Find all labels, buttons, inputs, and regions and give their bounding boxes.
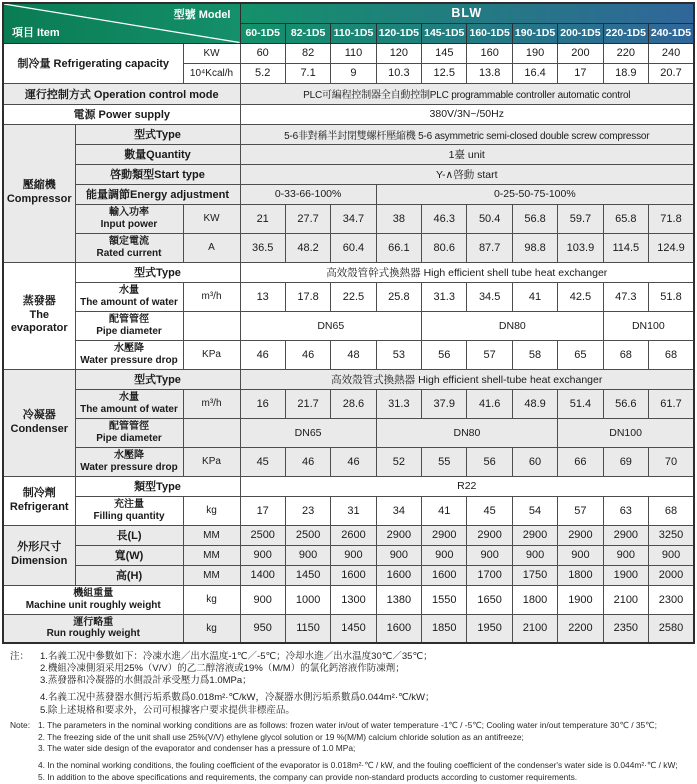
unit-weight-label-en: Machine unit roughly weight [25,599,161,611]
run-weight-value: 1450 [331,614,376,643]
unit-weight-label [3,585,183,614]
row-evaporator-type [3,262,694,282]
evaporator-water-label [75,282,183,311]
unit-weight-value: 1300 [331,585,376,614]
row-rated-current [3,233,694,262]
filling-quantity-value: 63 [603,496,648,525]
input-power-value: 50.4 [467,204,512,233]
width-value: 900 [558,545,603,565]
condenser-water-value: 56.6 [603,389,648,418]
condenser-type-label: 型式Type [75,369,240,389]
unit-weight-value: 2300 [649,585,694,614]
run-weight-value: 1600 [376,614,421,643]
rated-current-value: 87.7 [467,233,512,262]
unit-weight-value: 1800 [512,585,557,614]
height-value: 1750 [512,565,557,585]
rated-current-value: 98.8 [512,233,557,262]
row-compressor-start-type [3,164,694,184]
input-power-value: 38 [376,204,421,233]
evaporator-drop-value: 58 [512,340,557,369]
condenser-drop-value: 69 [603,447,648,476]
evaporator-type-label: 型式Type [75,262,240,282]
length-value: 2500 [240,525,285,545]
refrigerant-type-value: R22 [240,476,694,496]
note-line-zh: 5.除上述規格和要求外，公司可根據客户要求提供非標産品。 [40,704,295,716]
condenser-water-value: 61.7 [649,389,694,418]
condenser-drop-value: 45 [240,447,285,476]
condenser-drop-value: 52 [376,447,421,476]
category-dimension [3,525,75,585]
capacity-kw-value: 120 [376,43,421,63]
evaporator-drop-value: 57 [467,340,512,369]
row-dimension-height [3,565,694,585]
run-weight-value: 2350 [603,614,648,643]
run-weight-value: 2100 [512,614,557,643]
height-value: 1600 [376,565,421,585]
run-weight-value: 950 [240,614,285,643]
condenser-drop-value: 66 [558,447,603,476]
category-compressor-zh: 壓縮機 [22,179,56,192]
row-compressor-quantity [3,144,694,164]
width-value: 900 [240,545,285,565]
evaporator-pipe-dn100: DN100 [603,311,694,340]
category-dimension-zh: 外形尺寸 [17,541,62,554]
power-supply-label: 電源 Power supply [3,104,240,124]
row-compressor-energy [3,184,694,204]
rated-current-label-zh: 額定電流 [109,236,149,247]
input-power-label-zh: 輸入功率 [109,207,149,218]
evaporator-drop-value: 65 [558,340,603,369]
evaporator-drop-value: 68 [649,340,694,369]
compressor-type-value: 5-6非對稱半封閉雙螺杆壓縮機 5-6 asymmetric semi-closed double screw compressor [240,124,694,144]
evaporator-water-value: 42.5 [558,282,603,311]
condenser-water-value: 28.6 [331,389,376,418]
condenser-water-unit: m³/h [183,389,240,418]
condenser-water-label-zh: 水量 [119,392,139,403]
condenser-drop-value: 46 [331,447,376,476]
rated-current-value: 114.5 [603,233,648,262]
rated-current-value: 48.2 [285,233,330,262]
input-power-label-en: Input power [100,218,158,230]
input-power-value: 27.7 [285,204,330,233]
condenser-pipe-dn80: DN80 [376,418,558,447]
run-weight-value: 1150 [285,614,330,643]
category-condenser-en: Condenser [10,422,68,435]
category-condenser-zh: 冷凝器 [22,408,56,421]
evaporator-water-label-en: The amount of water [80,296,178,308]
run-weight-label-en: Run roughly weight [46,628,140,640]
evaporator-pipe-label [75,311,183,340]
filling-quantity-value: 31 [331,496,376,525]
note-line-en: 5. In addition to the above specifications and requirements, the company can provide non-standard products according to customer requirements. [38,771,578,782]
model-header-cell: 220-1D5 [603,23,648,43]
evaporator-drop-label-en: Water pressure drop [80,354,178,366]
rated-current-label [75,233,183,262]
evaporator-pipe-label-en: Pipe diameter [96,325,162,337]
height-label: 高(H) [75,565,183,585]
row-evaporator-pipe [3,311,694,340]
condenser-drop-value: 70 [649,447,694,476]
row-condenser-pipe [3,418,694,447]
row-refrigerant-filling [3,496,694,525]
condenser-pipe-label [75,418,183,447]
row-compressor-type [3,124,694,144]
run-weight-label [3,614,183,643]
capacity-label: 制冷量 Refrigerating capacity [3,43,183,83]
capacity-kw-value: 190 [512,43,557,63]
capacity-kcal-value: 13.8 [467,63,512,83]
evaporator-drop-value: 53 [376,340,421,369]
evaporator-drop-value: 48 [331,340,376,369]
input-power-value: 65.8 [603,204,648,233]
compressor-quantity-label: 數量Quantity [75,144,240,164]
note-line-en: 2. The freezing side of the unit shall use 25%(V/V) ethylene glycol solution or 19 %(M/M) calcium chloride solution as an antifreeze; [38,731,524,742]
capacity-kcal-value: 20.7 [649,63,694,83]
unit-weight-unit: kg [183,585,240,614]
evaporator-pipe-label-zh: 配管管徑 [109,314,149,325]
run-weight-value: 1950 [467,614,512,643]
condenser-pipe-label-en: Pipe diameter [96,432,162,444]
corner-header-cell [3,3,240,43]
capacity-kcal-value: 18.9 [603,63,648,83]
rated-current-value: 60.4 [331,233,376,262]
spec-table [2,2,695,644]
power-supply-value: 380V/3N~/50Hz [240,104,694,124]
condenser-drop-label [75,447,183,476]
row-condenser-water [3,389,694,418]
length-label: 長(L) [75,525,183,545]
condenser-water-value: 41.6 [467,389,512,418]
run-weight-value: 2580 [649,614,694,643]
category-dimension-en: Dimension [11,555,68,567]
row-run-weight [3,614,694,643]
input-power-value: 46.3 [422,204,467,233]
notes-en-lines [38,720,689,784]
filling-quantity-label [75,496,183,525]
capacity-kcal-value: 12.5 [422,63,467,83]
filling-quantity-unit: kg [183,496,240,525]
category-condenser [3,369,75,476]
height-value: 1900 [603,565,648,585]
width-value: 900 [331,545,376,565]
capacity-kw-unit: KW [183,43,240,63]
capacity-kw-value: 240 [649,43,694,63]
rated-current-value: 103.9 [558,233,603,262]
input-power-value: 59.7 [558,204,603,233]
model-header-cell: 110-1D5 [331,23,376,43]
height-value: 1600 [422,565,467,585]
height-unit: MM [183,565,240,585]
filling-quantity-value: 23 [285,496,330,525]
unit-weight-value: 1380 [376,585,421,614]
length-value: 2600 [331,525,376,545]
unit-weight-value: 900 [240,585,285,614]
length-unit: MM [183,525,240,545]
input-power-value: 56.8 [512,204,557,233]
unit-weight-label-zh: 機組重量 [73,588,114,599]
condenser-type-value: 高效殼管式換熱器 High efficient shell-tube heat exchanger [240,369,694,389]
model-header-cell: 200-1D5 [558,23,603,43]
row-condenser-drop [3,447,694,476]
evaporator-pipe-dn80: DN80 [422,311,604,340]
compressor-energy-value-b: 0-25-50-75-100% [376,184,694,204]
length-value: 2900 [512,525,557,545]
height-value: 1400 [240,565,285,585]
filling-quantity-value: 41 [422,496,467,525]
filling-quantity-value: 68 [649,496,694,525]
model-header-cell: 240-1D5 [649,23,694,43]
category-compressor [3,124,75,262]
category-compressor-en: Compressor [6,193,72,205]
run-weight-unit: kg [183,614,240,643]
filling-quantity-value: 34 [376,496,421,525]
row-dimension-width [3,545,694,565]
width-value: 900 [512,545,557,565]
model-header-cell: 120-1D5 [376,23,421,43]
row-dimension-length [3,525,694,545]
filling-quantity-value: 57 [558,496,603,525]
note-line-en: 4. In the nominal working conditions, the fouling coefficient of the evaporator is 0.018m²·℃ / kW, and the fouling coefficient of the condenser's water side is 0.044m²·℃ / kW; [38,760,678,771]
condenser-water-value: 48.9 [512,389,557,418]
notes-en-label: Note: [10,719,31,730]
width-unit: MM [183,545,240,565]
item-axis-label: 項目 Item [12,26,60,39]
condenser-pipe-unit [183,418,240,447]
note-line-en: 1. The parameters in the nominal working conditions are as follows: frozen water in/out of water temperature -1℃ / -5℃; Cooling water in/out temperature 30℃ / 35℃; [38,719,657,730]
length-value: 2900 [422,525,467,545]
category-evaporator [3,262,75,369]
rated-current-value: 36.5 [240,233,285,262]
row-evaporator-drop [3,340,694,369]
evaporator-drop-value: 46 [240,340,285,369]
condenser-drop-value: 46 [285,447,330,476]
note-line-en: 3. The water side design of the evaporator and condenser has a pressure of 1.0 MPa; [38,743,356,754]
evaporator-drop-value: 56 [422,340,467,369]
compressor-type-label: 型式Type [75,124,240,144]
length-value: 2500 [285,525,330,545]
capacity-kcal-value: 7.1 [285,63,330,83]
category-evaporator-en: The evaporator [10,308,68,335]
length-value: 2900 [558,525,603,545]
model-header-cell: 145-1D5 [422,23,467,43]
row-power-supply [3,104,694,124]
width-value: 900 [285,545,330,565]
evaporator-water-value: 41 [512,282,557,311]
input-power-label [75,204,183,233]
row-capacity-kw [3,43,694,63]
evaporator-drop-value: 68 [603,340,648,369]
condenser-water-label [75,389,183,418]
condenser-drop-unit: KPa [183,447,240,476]
unit-weight-value: 2100 [603,585,648,614]
rated-current-value: 124.9 [649,233,694,262]
length-value: 3250 [649,525,694,545]
evaporator-water-value: 22.5 [331,282,376,311]
length-value: 2900 [603,525,648,545]
filling-quantity-label-en: Filling quantity [93,510,165,522]
brand-header: BLW [240,3,694,23]
condenser-water-label-en: The amount of water [80,403,178,415]
control-mode-label: 運行控制方式 Operation control mode [3,83,240,104]
capacity-kw-value: 60 [240,43,285,63]
height-value: 2000 [649,565,694,585]
capacity-kcal-unit: 10⁴Kcal/h [183,63,240,83]
rated-current-value: 80.6 [422,233,467,262]
category-refrigerant [3,476,75,525]
evaporator-water-label-zh: 水量 [119,285,139,296]
width-label: 寬(W) [75,545,183,565]
evaporator-pipe-dn65: DN65 [240,311,422,340]
run-weight-label-zh: 運行略重 [73,616,114,628]
width-value: 900 [422,545,467,565]
evaporator-drop-unit: KPa [183,340,240,369]
unit-weight-value: 1000 [285,585,330,614]
evaporator-water-value: 47.3 [603,282,648,311]
capacity-kcal-value: 10.3 [376,63,421,83]
width-value: 900 [603,545,648,565]
evaporator-water-value: 13 [240,282,285,311]
note-line-zh: 2.機組冷凍側須采用25%（V/V）的乙二醇溶液或19%（M/M）的氯化鈣溶液作防凍劑； [40,663,405,675]
notes-zh-lines [40,651,689,717]
input-power-value: 71.8 [649,204,694,233]
model-axis-label: 型號 Model [173,9,231,21]
evaporator-drop-label-zh: 水壓降 [114,343,144,354]
row-control-mode [3,83,694,104]
filling-quantity-value: 17 [240,496,285,525]
model-header-cell: 160-1D5 [467,23,512,43]
note-line-zh: 4.名義工况中蒸發器水側污垢系數爲0.018m²·℃/kW，冷凝器水側污垢系數爲0.044m²·℃/kW； [40,692,435,704]
row-refrigerant-type [3,476,694,496]
compressor-start-value: Y-∧啓動 start [240,164,694,184]
capacity-kcal-value: 5.2 [240,63,285,83]
rated-current-unit: A [183,233,240,262]
condenser-pipe-label-zh: 配管管徑 [109,421,149,432]
condenser-water-value: 31.3 [376,389,421,418]
model-header-cell: 82-1D5 [285,23,330,43]
filling-quantity-label-zh: 充注量 [114,499,144,510]
capacity-kw-value: 160 [467,43,512,63]
note-line-zh: 1.名義工况中參數如下：冷凍水進／出水温度-1℃／-5℃；冷却水進／出水温度30℃／35℃； [40,651,433,662]
note-line-zh: 3.蒸發器和冷凝器的水側設計承受壓力爲1.0MPa； [40,675,252,687]
width-value: 900 [467,545,512,565]
compressor-energy-value-a: 0-33-66-100% [240,184,376,204]
row-input-power [3,204,694,233]
capacity-kw-value: 220 [603,43,648,63]
refrigerant-type-label: 類型Type [75,476,240,496]
condenser-drop-label-en: Water pressure drop [80,461,178,473]
width-value: 900 [376,545,421,565]
row-condenser-type [3,369,694,389]
header-row-brand [3,3,694,23]
filling-quantity-value: 54 [512,496,557,525]
condenser-water-value: 51.4 [558,389,603,418]
height-value: 1600 [331,565,376,585]
notes-zh [10,651,689,717]
height-value: 1450 [285,565,330,585]
condenser-drop-value: 55 [422,447,467,476]
rated-current-label-en: Rated current [96,247,162,259]
control-mode-value: PLC可編程控制器全自動控制PLC programmable controller automatic control [240,83,694,104]
category-refrigerant-zh: 制冷劑 [22,486,56,499]
height-value: 1800 [558,565,603,585]
capacity-kw-value: 82 [285,43,330,63]
compressor-energy-label: 能量調節Energy adjustment [75,184,240,204]
condenser-water-value: 16 [240,389,285,418]
capacity-kw-value: 110 [331,43,376,63]
capacity-kcal-value: 17 [558,63,603,83]
evaporator-water-value: 25.8 [376,282,421,311]
model-header-cell: 60-1D5 [240,23,285,43]
unit-weight-value: 1900 [558,585,603,614]
row-unit-weight [3,585,694,614]
evaporator-type-value: 高效殼管幹式換熱器 High efficient shell tube heat exchanger [240,262,694,282]
capacity-kcal-value: 16.4 [512,63,557,83]
compressor-quantity-value: 1臺 unit [240,144,694,164]
category-refrigerant-en: Refrigerant [9,500,69,513]
rated-current-value: 66.1 [376,233,421,262]
input-power-value: 34.7 [331,204,376,233]
evaporator-water-value: 34.5 [467,282,512,311]
input-power-value: 21 [240,204,285,233]
condenser-pipe-dn100: DN100 [558,418,694,447]
capacity-kw-value: 145 [422,43,467,63]
capacity-kcal-value: 9 [331,63,376,83]
condenser-drop-value: 56 [467,447,512,476]
unit-weight-value: 1650 [467,585,512,614]
length-value: 2900 [467,525,512,545]
evaporator-water-value: 31.3 [422,282,467,311]
evaporator-drop-value: 46 [285,340,330,369]
category-evaporator-zh: 蒸發器 [22,294,56,307]
evaporator-drop-label [75,340,183,369]
evaporator-water-value: 51.8 [649,282,694,311]
filling-quantity-value: 45 [467,496,512,525]
evaporator-water-unit: m³/h [183,282,240,311]
evaporator-water-value: 17.8 [285,282,330,311]
condenser-drop-label-zh: 水壓降 [114,450,144,461]
width-value: 900 [649,545,694,565]
run-weight-value: 1850 [422,614,467,643]
row-evaporator-water [3,282,694,311]
capacity-kw-value: 200 [558,43,603,63]
compressor-start-label: 啓動類型Start type [75,164,240,184]
condenser-water-value: 21.7 [285,389,330,418]
run-weight-value: 2200 [558,614,603,643]
condenser-pipe-dn65: DN65 [240,418,376,447]
length-value: 2900 [376,525,421,545]
model-header-cell: 190-1D5 [512,23,557,43]
condenser-drop-value: 60 [512,447,557,476]
height-value: 1700 [467,565,512,585]
condenser-water-value: 37.9 [422,389,467,418]
unit-weight-value: 1550 [422,585,467,614]
notes-zh-label: 注： [10,651,30,662]
input-power-unit: KW [183,204,240,233]
evaporator-pipe-unit [183,311,240,340]
notes-en [10,720,689,784]
